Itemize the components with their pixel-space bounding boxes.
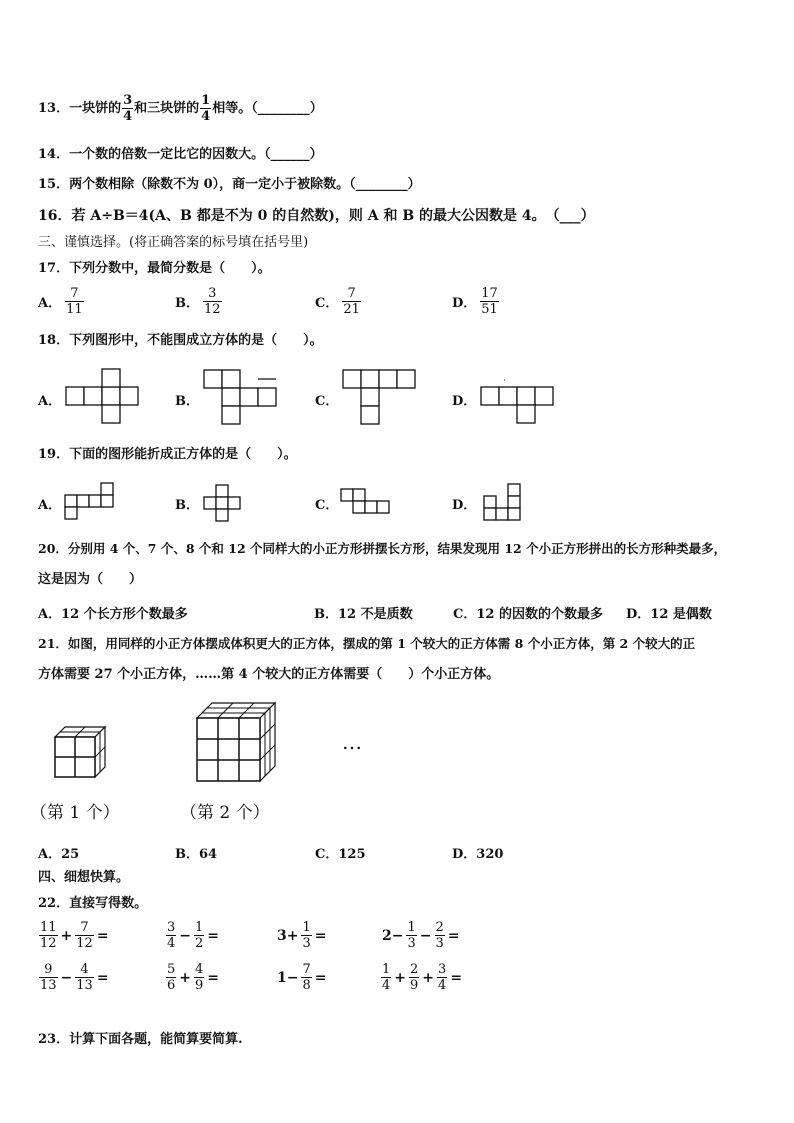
- section-4-heading: 四、细想快算。: [38, 870, 130, 885]
- q17-option-d: [452, 286, 500, 317]
- calc-operator: +: [394, 969, 407, 986]
- calc-expression-row2-4: [380, 962, 464, 993]
- q20-option-d: D．12 是偶数: [626, 607, 712, 622]
- calc-fraction: $\frac{11}{12}$: [40, 920, 57, 951]
- q21-option-a: A．25: [38, 847, 80, 862]
- question-17: 17．下列分数中，最简分数是（ ）。: [38, 261, 271, 276]
- q13-fraction-1: $\frac{3}{4}$: [123, 93, 133, 124]
- calc-fraction: $\frac{2}{9}$: [410, 962, 419, 993]
- question-20-line-2: 这是因为（ ）: [38, 572, 143, 587]
- calc-operator: =: [96, 969, 109, 986]
- calc-fraction: $\frac{1}{2}$: [195, 920, 204, 951]
- calc-operator: =: [314, 969, 327, 986]
- q17-option-c: [315, 286, 362, 317]
- q18-net-d: [481, 369, 555, 425]
- calc-expression-row2-3: [275, 962, 329, 993]
- calc-operator: =: [207, 969, 220, 986]
- q17-option-b: [175, 286, 223, 317]
- question-14: 14．一个数的倍数一定比它的因数大。（______）: [38, 147, 323, 162]
- calc-expression-row2-2: [165, 962, 221, 993]
- cube-caption-2: （第 2 个）: [180, 803, 270, 823]
- question-20-line-1: 20．分别用 4 个、7 个、8 个和 12 个同样大的小正方形拼摆长方形，结果发现用 12 个小正方形拼出的长方形种类最多，: [38, 541, 727, 556]
- question-19: 19．下面的图形能折成正方体的是（ ）。: [38, 447, 297, 462]
- q21-option-b: B．64: [175, 847, 218, 862]
- calc-fraction: $\frac{4}{9}$: [195, 962, 204, 993]
- q21-option-d: D．320: [452, 847, 504, 862]
- q18-label-d: D．: [452, 394, 477, 409]
- question-22: 22．直接写得数。: [38, 896, 148, 911]
- q19-net-c: [341, 489, 393, 517]
- cube-figure-2: [197, 703, 275, 785]
- option-fraction: $\frac{17}{51}$: [481, 286, 498, 317]
- q20-option-a: A．12 个长方形个数最多: [38, 607, 188, 622]
- option-label: B．: [175, 296, 199, 311]
- calc-operator: +: [60, 927, 73, 944]
- calc-operator: −: [179, 927, 192, 944]
- q18-net-a: [66, 369, 158, 425]
- calc-expression-row2-1: [38, 962, 111, 993]
- q18-net-b: [204, 370, 278, 426]
- calc-fraction: $\frac{7}{8}$: [302, 962, 311, 993]
- calc-operator: +: [179, 969, 192, 986]
- calc-operator: 1−: [277, 969, 299, 986]
- option-label: A．: [38, 296, 62, 311]
- calc-operator: =: [207, 927, 220, 944]
- calc-fraction: $\frac{2}{3}$: [435, 920, 444, 951]
- cube-figure-dots: …: [342, 730, 362, 754]
- option-label: D．: [452, 296, 477, 311]
- calc-operator: =: [450, 969, 463, 986]
- q19-label-a: A．: [38, 498, 62, 513]
- question-16: 16．若 A÷B＝4(A、B 都是不为 0 的自然数)，则 A 和 B 的最大公因数是 4。 （___）: [38, 208, 595, 224]
- q13-text-3: 相等。（________）: [212, 101, 323, 116]
- calc-operator: =: [447, 927, 460, 944]
- option-fraction: $\frac{3}{12}$: [204, 286, 221, 317]
- calc-fraction: $\frac{7}{12}$: [76, 920, 93, 951]
- calc-expression-row1-1: [38, 920, 111, 951]
- q13-fraction-2: $\frac{1}{4}$: [201, 93, 211, 124]
- q18-label-b: B．: [175, 394, 199, 409]
- q19-label-c: C．: [315, 498, 339, 513]
- calc-operator: 3+: [277, 927, 299, 944]
- question-21-line-1: 21．如图，用同样的小正方体摆成体积更大的正方体，摆成的第 1 个较大的正方体需 8 个小正方体，第 2 个较大的正: [38, 636, 696, 651]
- q13-text-2: 和三块饼的: [134, 101, 200, 116]
- option-fraction: $\frac{7}{21}$: [343, 286, 360, 317]
- q19-net-d: [484, 484, 524, 524]
- calc-expression-row1-4: [380, 920, 462, 951]
- calc-fraction: $\frac{3}{4}$: [167, 920, 176, 951]
- cube-figure-1: [55, 727, 105, 781]
- q19-label-d: D．: [452, 498, 477, 513]
- calc-expression-row1-3: [275, 920, 329, 951]
- calc-operator: =: [314, 927, 327, 944]
- calc-operator: −: [419, 927, 432, 944]
- calc-fraction: $\frac{3}{4}$: [438, 962, 447, 993]
- question-15: 15．两个数相除（除数不为 0），商一定小于被除数。（________）: [38, 177, 421, 192]
- q21-option-c: C．125: [315, 847, 366, 862]
- calc-fraction: $\frac{4}{13}$: [76, 962, 93, 993]
- calc-operator: 2−: [382, 927, 404, 944]
- option-label: C．: [315, 296, 339, 311]
- q18-net-c: [343, 370, 417, 426]
- question-21-line-2: 方体需要 27 个小正方体，……第 4 个较大的正方体需要（ ）个小正方体。: [38, 667, 500, 682]
- question-23: 23．计算下面各题，能简算要简算.: [38, 1032, 243, 1047]
- calc-operator: =: [96, 927, 109, 944]
- option-fraction: $\frac{7}{11}$: [66, 286, 83, 317]
- q18-label-c: C．: [315, 394, 339, 409]
- q13-number: 13．: [38, 101, 70, 116]
- svg-text:·: ·: [503, 376, 506, 386]
- calc-operator: −: [60, 969, 73, 986]
- calc-fraction: $\frac{9}{13}$: [40, 962, 57, 993]
- q19-label-b: B．: [175, 498, 199, 513]
- q13-text-1: 一块饼的: [69, 101, 122, 116]
- q18-label-a: A．: [38, 394, 62, 409]
- calc-fraction: $\frac{1}{4}$: [382, 962, 391, 993]
- calc-operator: +: [422, 969, 435, 986]
- calc-fraction: $\frac{1}{3}$: [302, 920, 311, 951]
- cube-caption-1: （第 1 个）: [30, 803, 120, 823]
- q20-option-b: B．12 不是质数: [314, 607, 413, 622]
- q19-net-b: [204, 485, 244, 525]
- question-18: 18．下列图形中，不能围成立方体的是（ ）。: [38, 333, 323, 348]
- calc-expression-row1-2: [165, 920, 221, 951]
- q20-option-c: C．12 的因数的个数最多: [453, 607, 603, 622]
- calc-fraction: $\frac{5}{6}$: [167, 962, 176, 993]
- question-13: [38, 93, 323, 124]
- calc-fraction: $\frac{1}{3}$: [407, 920, 416, 951]
- section-3-heading: 三、谨慎选择。(将正确答案的标号填在括号里): [38, 235, 309, 250]
- q17-option-a: [38, 286, 85, 317]
- q19-net-a: [65, 483, 117, 521]
